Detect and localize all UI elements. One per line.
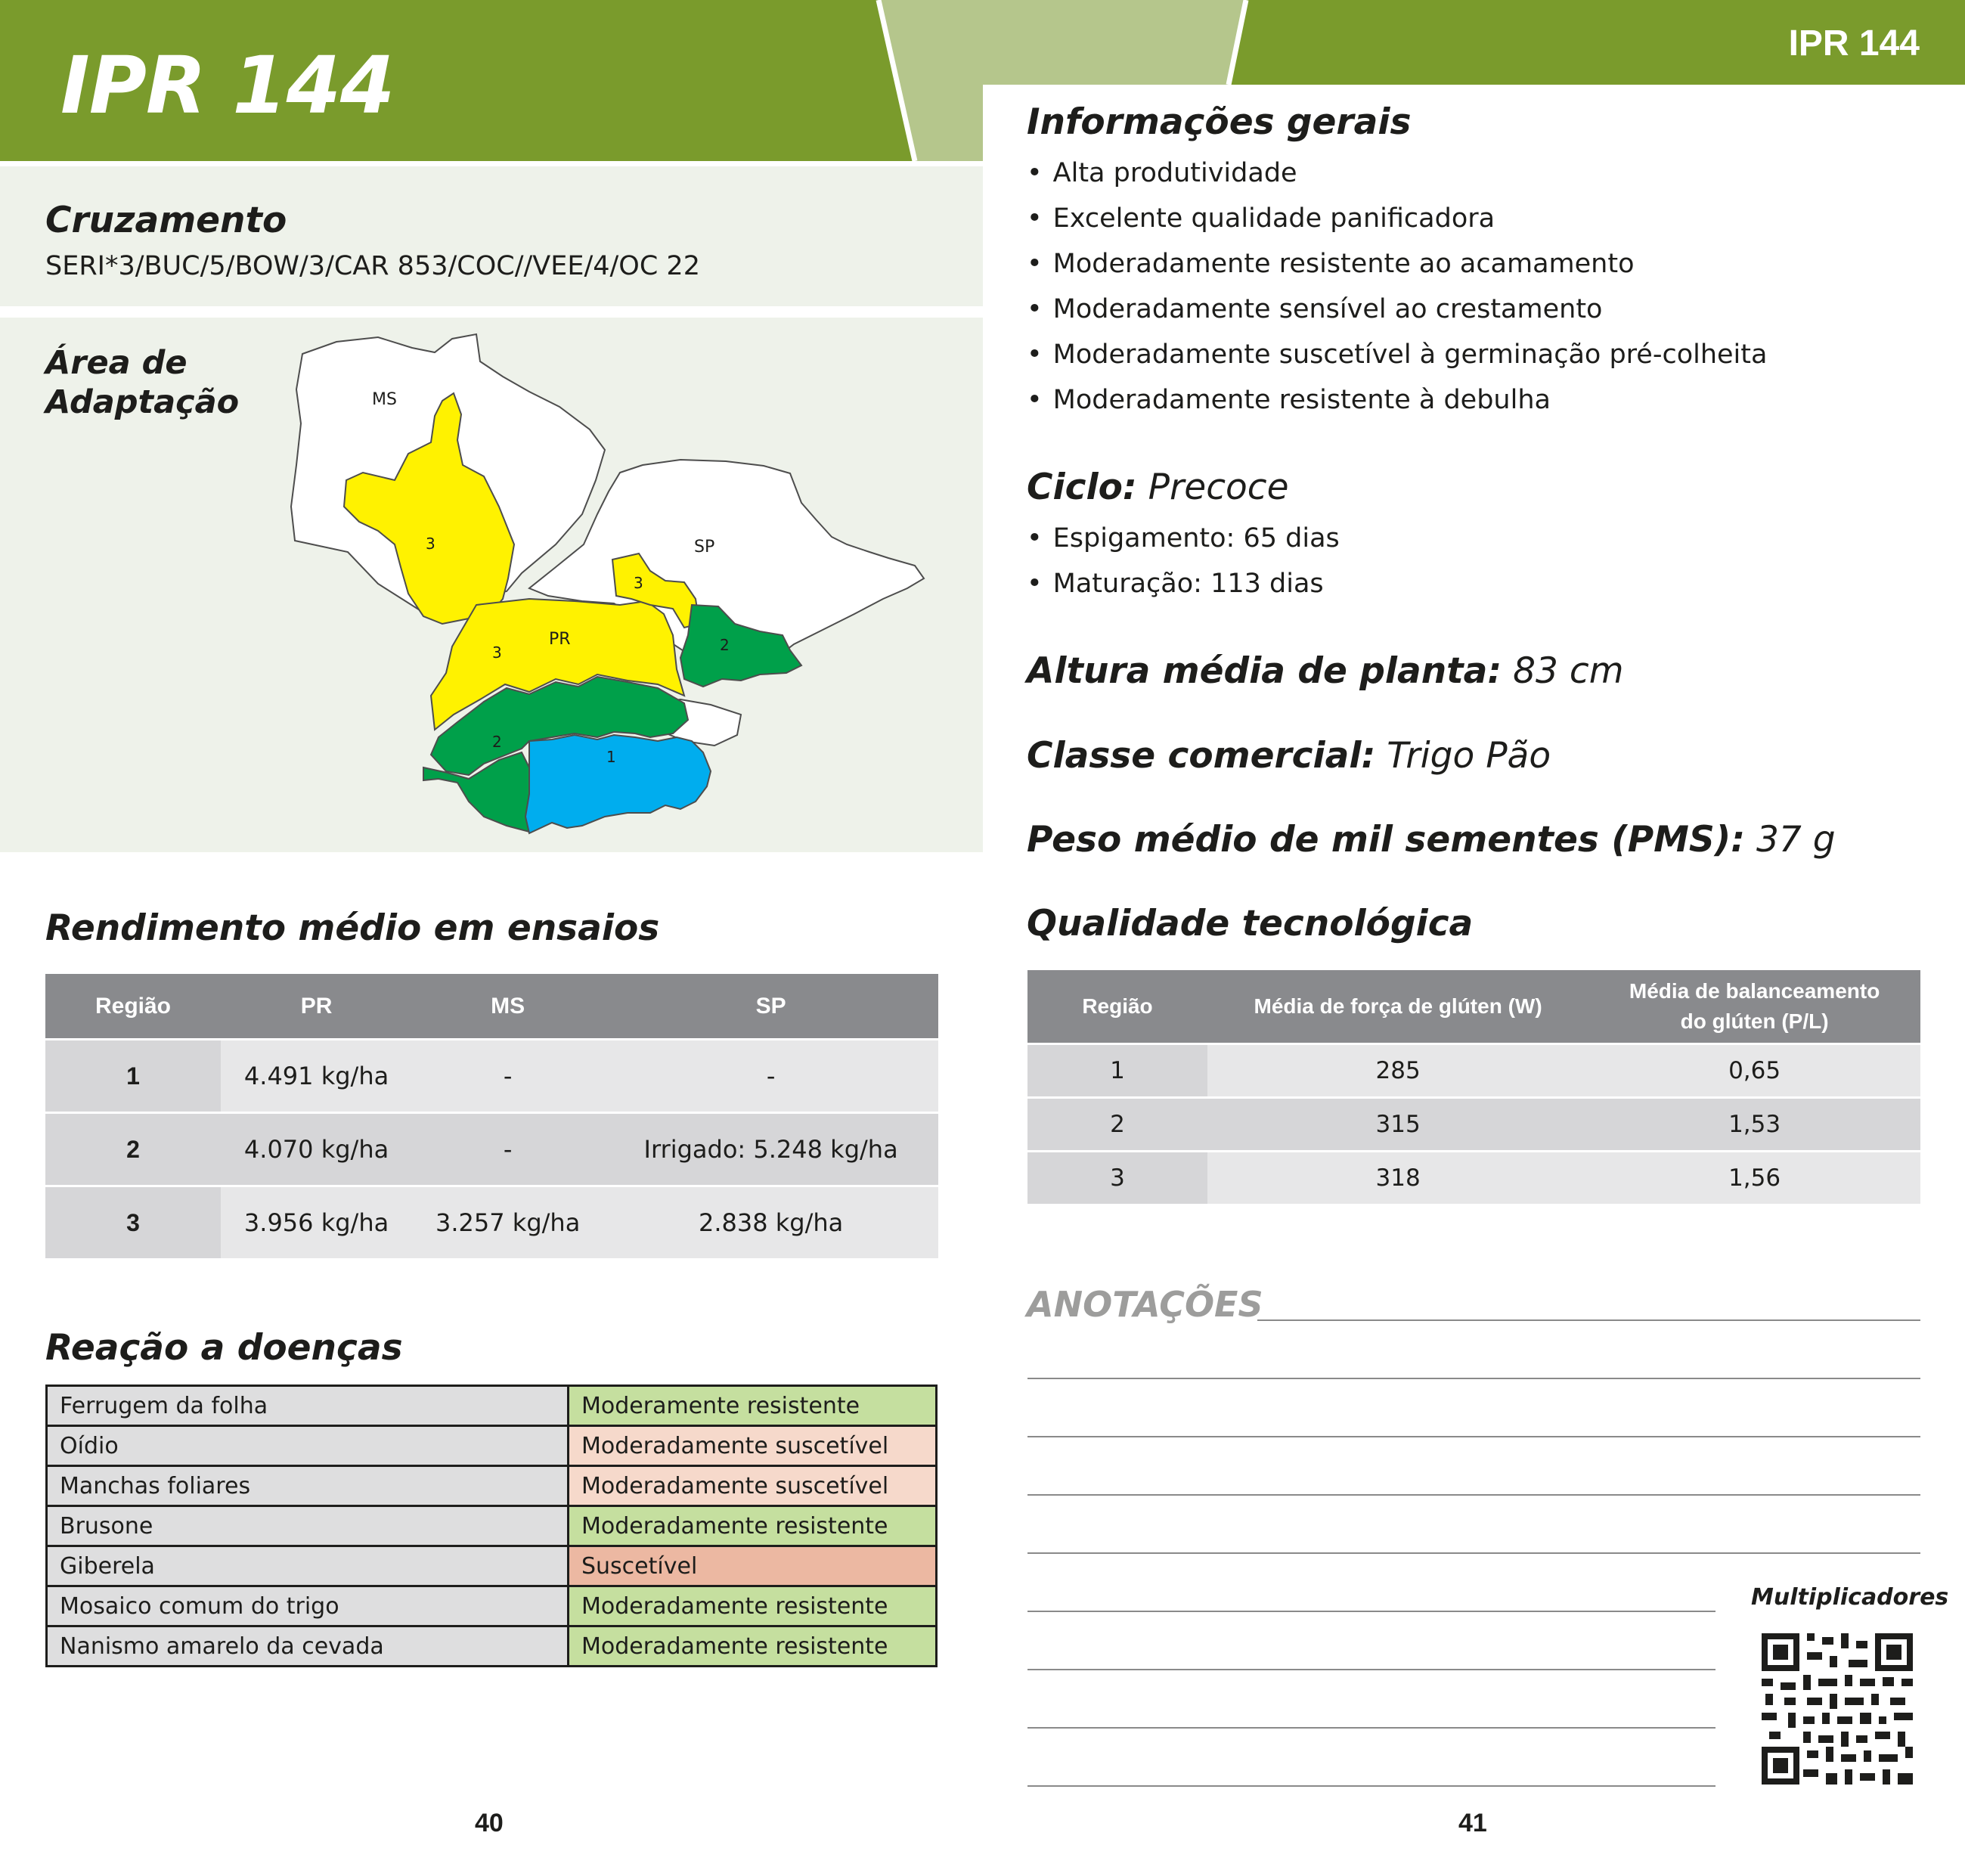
area-heading-line2: Adaptação <box>45 383 240 421</box>
note-line <box>1027 1727 1716 1729</box>
quality-cell-pl: 1,56 <box>1588 1152 1920 1205</box>
yield-cell-region: 3 <box>45 1186 221 1259</box>
pms-line <box>1027 819 1836 860</box>
yield-cell-sp: 2.838 kg/ha <box>603 1186 938 1259</box>
list-item: • Moderadamente resistente ao acamamento <box>1027 241 1767 287</box>
pms-value: 37 g <box>1756 819 1836 860</box>
disease-name: Mosaico comum do trigo <box>47 1586 569 1626</box>
table-row <box>47 1426 937 1466</box>
yield-cell-sp: Irrigado: 5.248 kg/ha <box>603 1113 938 1186</box>
quality-header-bal-line2: do glúten (P/L) <box>1680 1009 1829 1033</box>
note-line <box>1027 1669 1716 1670</box>
quality-table-header <box>1027 970 1920 1044</box>
disease-reaction: Moderadamente resistente <box>569 1506 937 1546</box>
quality-cell-pl: 0,65 <box>1588 1044 1920 1098</box>
altura-label: Altura média de planta: <box>1027 650 1502 692</box>
quality-cell-pl: 1,53 <box>1588 1098 1920 1152</box>
page-number-right: 41 <box>1458 1809 1487 1837</box>
yield-header-sp: SP <box>603 974 938 1040</box>
adaptation-map <box>0 318 983 852</box>
yield-table <box>45 974 938 1258</box>
quality-cell-region: 1 <box>1027 1044 1207 1098</box>
area-panel <box>0 318 983 852</box>
page-title: IPR 144 <box>60 39 395 132</box>
disease-reaction: Moderamente resistente <box>569 1386 937 1426</box>
cruzamento-heading: Cruzamento <box>45 200 287 241</box>
table-row <box>45 1113 938 1186</box>
quality-cell-w: 318 <box>1207 1152 1588 1205</box>
map-label-region-2-pr: 2 <box>492 733 502 751</box>
map-label-region-3-pr: 3 <box>492 643 502 662</box>
map-label-sp: SP <box>694 538 715 557</box>
disease-table <box>45 1385 938 1667</box>
list-item: • Moderadamente sensível ao crestamento <box>1027 287 1767 332</box>
map-label-pr: PR <box>549 630 571 649</box>
table-row <box>1027 1044 1920 1098</box>
list-item: • Moderadamente resistente à debulha <box>1027 377 1767 423</box>
area-heading-line1: Área de <box>45 344 188 382</box>
info-list <box>1027 150 1767 423</box>
yield-cell-ms: - <box>412 1040 603 1113</box>
classe-line <box>1027 735 1551 777</box>
list-item: • Espigamento: 65 dias <box>1027 516 1340 561</box>
yield-cell-pr: 4.491 kg/ha <box>221 1040 412 1113</box>
ciclo-value: Precoce <box>1148 467 1289 508</box>
note-line <box>1027 1436 1920 1437</box>
disease-name: Giberela <box>47 1546 569 1586</box>
altura-line <box>1027 650 1623 692</box>
map-label-region-3-sp: 3 <box>634 574 643 592</box>
quality-header-balanceamento <box>1588 970 1920 1044</box>
table-row <box>47 1466 937 1506</box>
yield-cell-ms: 3.257 kg/ha <box>412 1186 603 1259</box>
yield-cell-region: 2 <box>45 1113 221 1186</box>
map-region-1 <box>525 735 711 833</box>
pms-label: Peso médio de mil sementes (PMS): <box>1027 819 1746 860</box>
yield-header-regiao: Região <box>45 974 221 1040</box>
map-label-ms: MS <box>372 390 397 409</box>
disease-name: Nanismo amarelo da cevada <box>47 1626 569 1667</box>
table-row <box>47 1386 937 1426</box>
map-label-region-2-sp: 2 <box>720 636 730 654</box>
list-item: • Moderadamente suscetível à germinação pré-colheita <box>1027 332 1767 377</box>
table-row <box>47 1546 937 1586</box>
running-header-title: IPR 144 <box>1788 23 1920 64</box>
qualidade-heading: Qualidade tecnológica <box>1027 903 1474 944</box>
classe-label: Classe comercial: <box>1027 735 1376 777</box>
yield-cell-region: 1 <box>45 1040 221 1113</box>
note-line <box>1257 1319 1920 1321</box>
yield-cell-ms: - <box>412 1113 603 1186</box>
disease-name: Ferrugem da folha <box>47 1386 569 1426</box>
note-line <box>1027 1378 1920 1379</box>
disease-reaction: Suscetível <box>569 1546 937 1586</box>
yield-header-ms: MS <box>412 974 603 1040</box>
disease-reaction: Moderadamente suscetível <box>569 1426 937 1466</box>
table-row <box>45 1186 938 1259</box>
disease-reaction: Moderadamente resistente <box>569 1626 937 1667</box>
ciclo-label: Ciclo: <box>1027 467 1137 508</box>
disease-name: Brusone <box>47 1506 569 1546</box>
table-row <box>47 1626 937 1667</box>
map-label-region-1: 1 <box>606 748 616 766</box>
table-row <box>1027 1152 1920 1205</box>
map-label-region-3-ms: 3 <box>426 535 435 553</box>
quality-header-forca: Média de força de glúten (W) <box>1207 970 1588 1044</box>
anotacoes-heading: ANOTAÇÕES <box>1027 1284 1263 1325</box>
quality-cell-w: 315 <box>1207 1098 1588 1152</box>
list-item: • Maturação: 113 dias <box>1027 561 1340 606</box>
note-line <box>1027 1611 1716 1612</box>
yield-cell-pr: 3.956 kg/ha <box>221 1186 412 1259</box>
disease-reaction: Moderadamente resistente <box>569 1586 937 1626</box>
altura-value: 83 cm <box>1513 650 1624 692</box>
quality-header-regiao: Região <box>1027 970 1207 1044</box>
quality-header-bal-line1: Média de balanceamento <box>1629 979 1880 1003</box>
info-heading: Informações gerais <box>1027 101 1412 143</box>
yield-cell-pr: 4.070 kg/ha <box>221 1113 412 1186</box>
yield-cell-sp: - <box>603 1040 938 1113</box>
ciclo-list <box>1027 516 1340 606</box>
doencas-heading: Reação a doenças <box>45 1327 403 1369</box>
quality-cell-region: 2 <box>1027 1098 1207 1152</box>
table-row <box>47 1506 937 1546</box>
disease-reaction: Moderadamente suscetível <box>569 1466 937 1506</box>
ciclo-line <box>1027 467 1289 508</box>
qr-code-icon[interactable] <box>1762 1633 1913 1785</box>
yield-table-header <box>45 974 938 1040</box>
multiplicadores-label: Multiplicadores <box>1751 1584 1949 1611</box>
table-row <box>47 1586 937 1626</box>
note-line <box>1027 1785 1716 1787</box>
list-item: • Alta produtividade <box>1027 150 1767 196</box>
disease-name: Manchas foliares <box>47 1466 569 1506</box>
note-line <box>1027 1552 1920 1554</box>
note-line <box>1027 1494 1920 1496</box>
classe-value: Trigo Pão <box>1387 735 1551 777</box>
disease-name: Oídio <box>47 1426 569 1466</box>
rendimento-heading: Rendimento médio em ensaios <box>45 907 660 949</box>
table-row <box>45 1040 938 1113</box>
list-item: • Excelente qualidade panificadora <box>1027 196 1767 241</box>
cruzamento-panel <box>0 166 983 306</box>
yield-header-pr: PR <box>221 974 412 1040</box>
quality-cell-w: 285 <box>1207 1044 1588 1098</box>
cruzamento-value: SERI*3/BUC/5/BOW/3/CAR 853/COC//VEE/4/OC 22 <box>45 251 700 281</box>
quality-cell-region: 3 <box>1027 1152 1207 1205</box>
quality-table <box>1027 970 1920 1204</box>
table-row <box>1027 1098 1920 1152</box>
page-number-left: 40 <box>475 1809 504 1837</box>
